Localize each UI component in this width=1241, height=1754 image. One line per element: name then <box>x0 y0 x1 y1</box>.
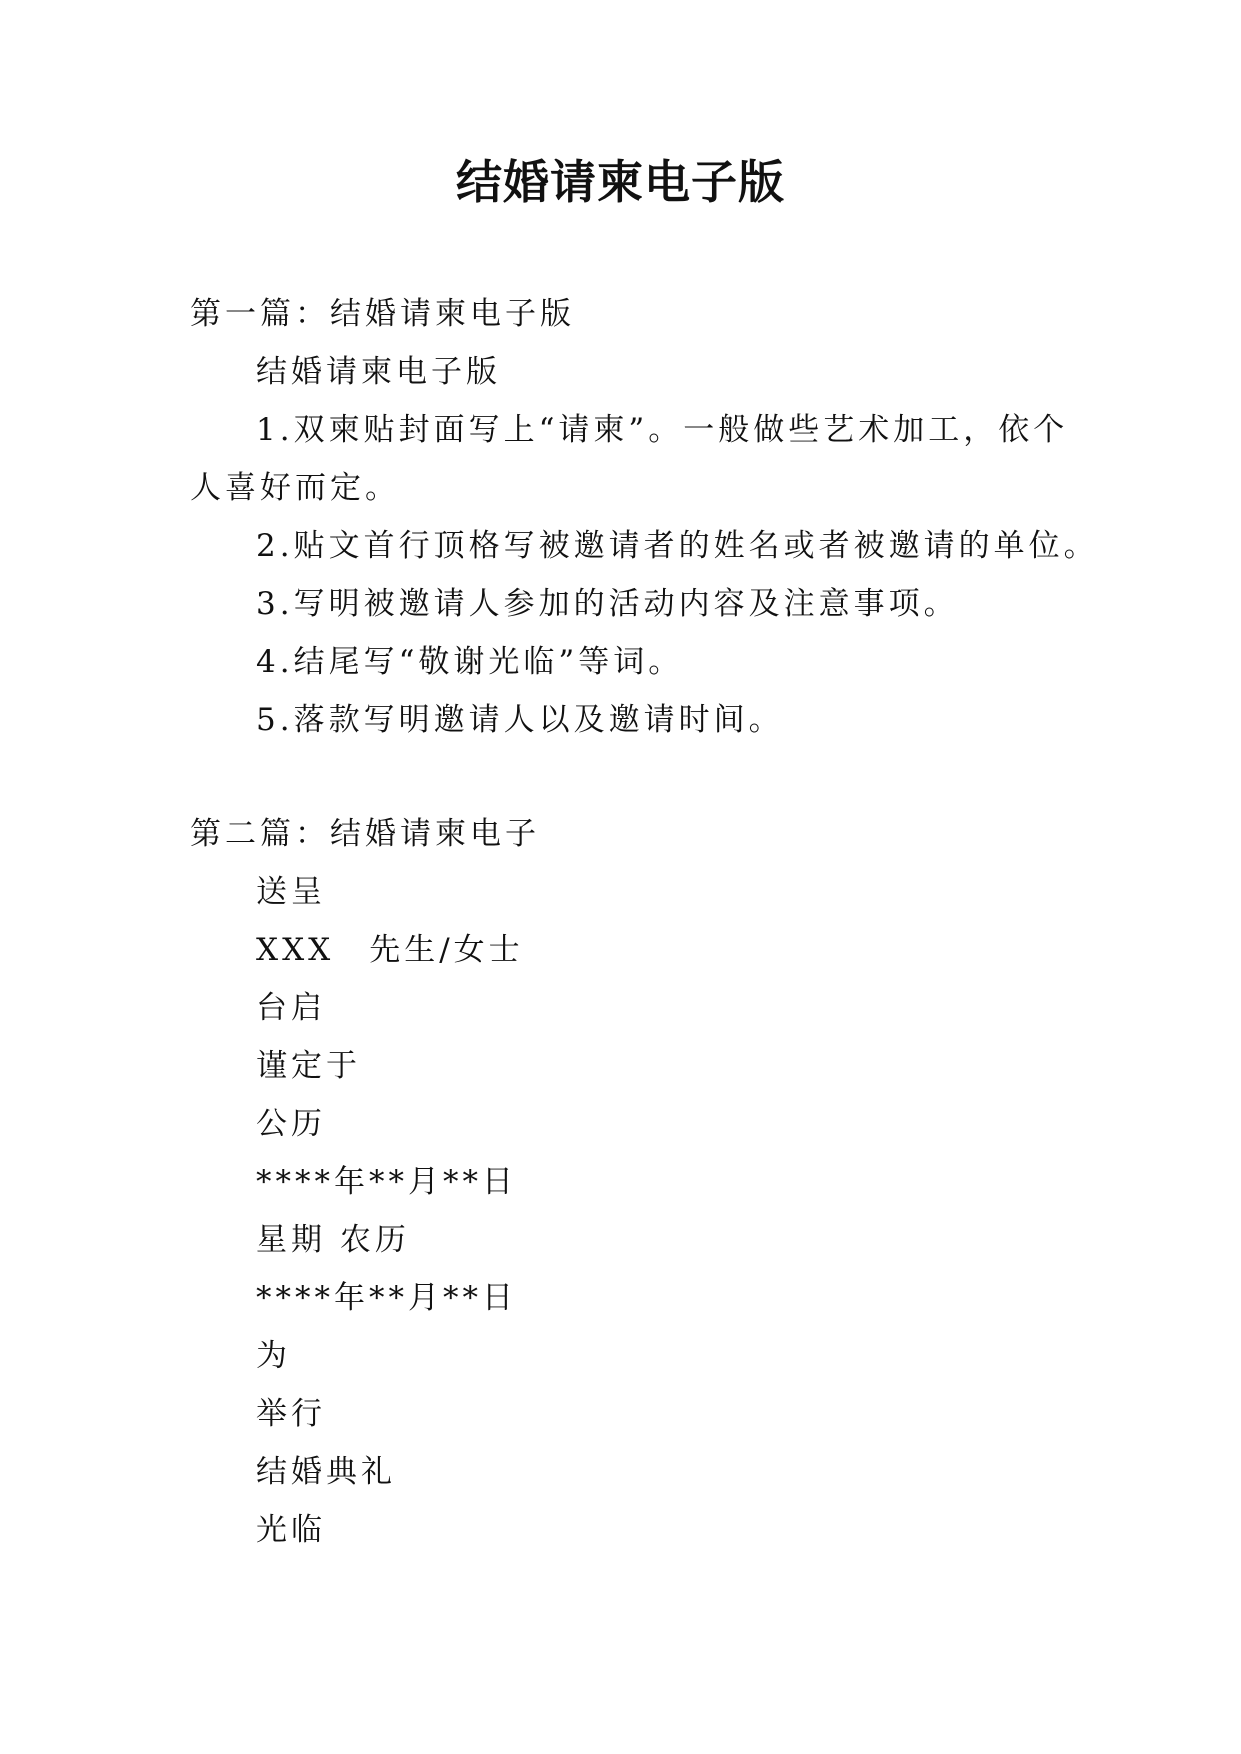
section1-subtitle: 结婚请柬电子版 <box>256 354 501 390</box>
section1-item5: 5.落款写明邀请人以及邀请时间。 <box>256 702 784 738</box>
document-title: 结婚请柬电子版 <box>456 155 785 209</box>
section2-heading: 第二篇：结婚请柬电子 <box>190 816 540 852</box>
section2-line: ****年**月**日 <box>256 1164 517 1200</box>
section2-line: 台启 <box>256 990 326 1026</box>
section2-line: 公历 <box>256 1106 326 1142</box>
section2-line: 为 <box>256 1338 291 1374</box>
section1-item2: 2.贴文首行顶格写被邀请者的姓名或者被邀请的单位。 <box>256 528 1099 564</box>
section2-line: 结婚典礼 <box>256 1454 396 1490</box>
section2-line: 光临 <box>256 1512 326 1548</box>
section2-line: XXX 先生/女士 <box>256 932 524 968</box>
section2-line: 举行 <box>256 1396 326 1432</box>
section2-line: 送呈 <box>256 874 326 910</box>
section1-heading: 第一篇：结婚请柬电子版 <box>190 296 575 332</box>
section1-item1-line1: 1.双柬贴封面写上“请柬”。一般做些艺术加工，依个 <box>256 412 1069 448</box>
section1-item1-line2: 人喜好而定。 <box>190 470 400 506</box>
section2-line: ****年**月**日 <box>256 1280 517 1316</box>
section2-line: 星期 农历 <box>256 1222 410 1258</box>
section1-item4: 4.结尾写“敬谢光临”等词。 <box>256 644 684 680</box>
section2-line: 谨定于 <box>256 1048 361 1084</box>
section1-item3: 3.写明被邀请人参加的活动内容及注意事项。 <box>256 586 959 622</box>
